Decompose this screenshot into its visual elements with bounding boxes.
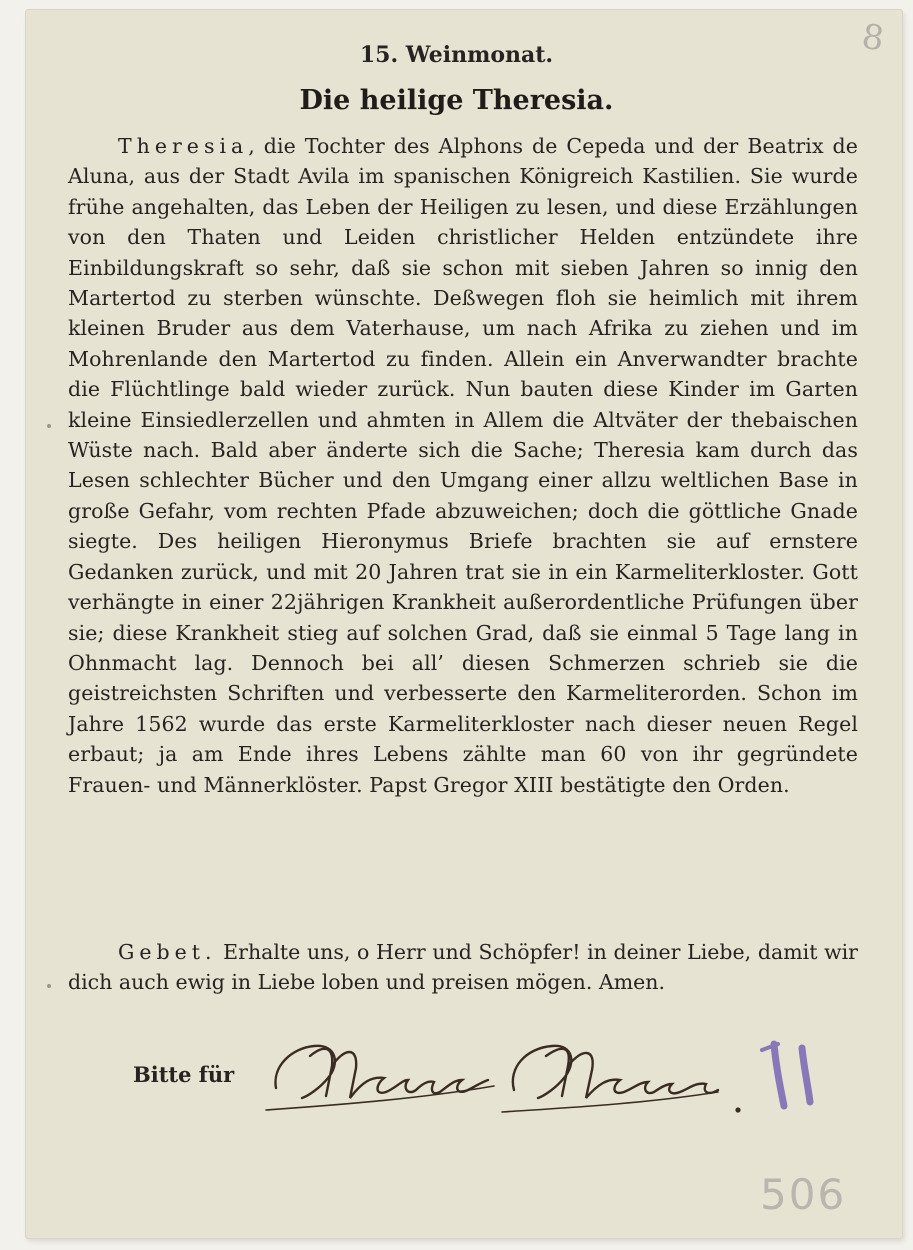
handwritten-signature: [262, 1026, 832, 1131]
signature-image: [262, 1026, 832, 1126]
legend-body: , die Tochter des Alphons de Cepeda und der Beatrix de Aluna, aus der Stadt Avila im spanischen Königreich Kastilien. Sie wurde frühe angehalten, das Leben der Heiligen zu lesen, und diese Erzählungen von den Thaten und Leiden christlicher Helden entzündete ihre Einbildungskraft so sehr, daß sie schon mit sieben Jahren so innig den Martertod zu sterben wünschte. Deßwegen floh sie heimlich mit ihrem kleinen Bruder aus dem Vaterhause, um nach Afrika zu ziehen und im Mohrenlande den Martertod zu finden. Allein ein Anverwandter brachte die Flüchtlinge bald wieder zurück. Nun bauten diese Kinder im Garten kleine Einsiedlerzellen und ahmten in Allem die Altväter der thebaischen Wüste nach. Bald aber änderte sich die Sache; Theresia kam durch das Lesen schlechter Bücher und den Umgang einer allzu weltlichen Base in große Gefahr, vom rechten Pfade abzuweichen; doch die göttliche Gnade siegte. Des heiligen Hieronymus Briefe brachten sie auf ernstere Gedanken zurück, und mit 20 Jahren trat sie in ein Karmeliterkloster. Gott verhängte in einer 22jährigen Krankheit außerordentliche Prüfungen über sie; diese Krankheit stieg auf solchen Grad, daß sie einmal 5 Tage lang in Ohnmacht lag. Dennoch bei all’ diesen Schmerzen schrieb sie die geistreichsten Schriften und verbesserte den Karmeliterorden. Schon im Jahre 1562 wurde das erste Karmeliterkloster nach dieser neuen Regel erbaut; ja am Ende ihres Lebens zählte man 60 von ihr gegründete Frauen- und Männerklöster. Papst Gregor XIII bestätigte den Orden.: [68, 134, 858, 797]
card-title: Die heilige Theresia.: [299, 85, 614, 116]
date-line: 15. Weinmonat.: [359, 42, 554, 68]
prayer-lead-word: Gebet.: [118, 940, 217, 964]
pencil-note-top: 8: [859, 16, 887, 60]
pencil-note-bottom: 506: [760, 1170, 847, 1219]
intercession-label: Bitte für: [133, 1062, 235, 1087]
prayer-body: Erhalte uns, o Herr und Schöpfer! in deiner Liebe, damit wir dich auch ewig in Liebe loben und preisen mögen. Amen.: [68, 940, 858, 995]
legend-text: [68, 131, 858, 800]
paper-speck: [47, 424, 51, 428]
prayer-text: [68, 937, 858, 998]
legend-lead-word: Theresia: [118, 134, 249, 158]
paper-speck: [47, 984, 51, 988]
